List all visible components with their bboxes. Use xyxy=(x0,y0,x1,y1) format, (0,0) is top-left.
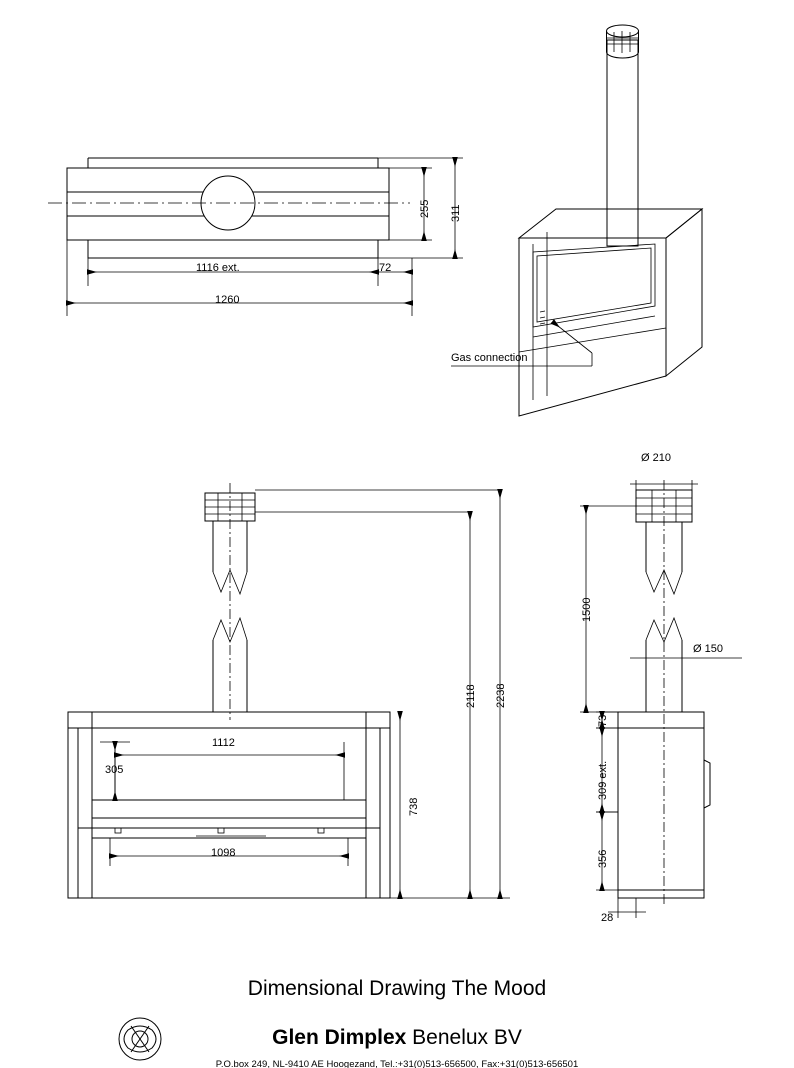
gas-connection-label: Gas connection xyxy=(451,352,528,364)
dim-label-28: 28 xyxy=(601,912,614,924)
dim-label-d150: Ø 150 xyxy=(693,643,723,655)
dim-label-72: 72 xyxy=(379,262,392,274)
top-view-geometry xyxy=(48,158,410,258)
side-view-dim-d150 xyxy=(630,655,742,662)
dim-label-2238: 2238 xyxy=(495,683,507,708)
side-view-geometry xyxy=(618,480,710,905)
dim-label-356: 356 xyxy=(597,849,609,868)
dim-label-2118: 2118 xyxy=(465,684,477,708)
dim-label-73: 73 xyxy=(597,714,609,727)
dim-label-309: 309 ext. xyxy=(597,760,609,800)
front-view-dim-2118 xyxy=(255,512,470,898)
company-address: P.O.box 249, NL-9410 AE Hoogezand, Tel.:+31(0)513-656500, Fax:+31(0)513-656501 xyxy=(215,1059,579,1068)
page-title: Dimensional Drawing The Mood xyxy=(247,977,547,1000)
dim-label-1098: 1098 xyxy=(211,847,236,859)
company-name-bold: Glen Dimplex xyxy=(272,1026,407,1049)
dim-label-1260: 1260 xyxy=(215,294,240,306)
front-view-dim-1112 xyxy=(115,742,344,800)
dim-label-311: 311 xyxy=(450,204,462,222)
dim-label-305: 305 xyxy=(105,764,124,776)
side-view-dim-28 xyxy=(608,898,646,918)
company-name xyxy=(0,1026,794,1050)
top-view-dim-1260 xyxy=(67,240,412,316)
dim-label-738: 738 xyxy=(408,797,420,816)
dim-label-255: 255 xyxy=(419,199,431,218)
dim-label-d210: Ø 210 xyxy=(641,452,671,464)
dim-label-1116: 1116 ext. xyxy=(196,262,240,274)
company-name-light: Benelux BV xyxy=(406,1026,522,1049)
front-view-geometry xyxy=(68,483,390,898)
dim-label-1500: 1500 xyxy=(581,597,593,622)
dim-label-1112: 1112 xyxy=(212,737,235,749)
